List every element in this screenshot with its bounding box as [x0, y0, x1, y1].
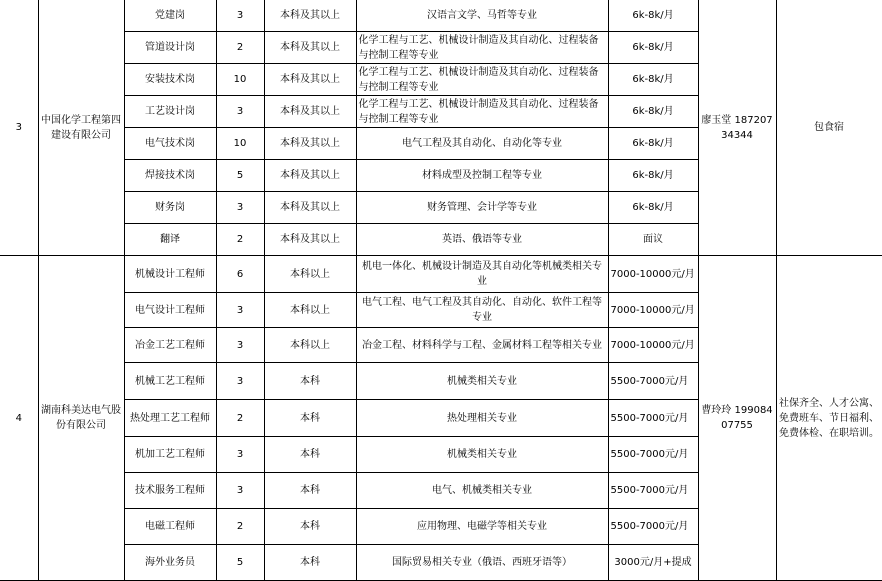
job-major: 电气工程及其自动化、自动化等专业 — [356, 128, 608, 160]
job-count: 3 — [216, 293, 264, 328]
job-education: 本科 — [264, 400, 356, 437]
job-education: 本科及其以上 — [264, 32, 356, 64]
company-index: 4 — [0, 256, 38, 581]
job-count: 3 — [216, 96, 264, 128]
job-major: 机电一体化、机械设计制造及其自动化等机械类相关专业 — [356, 256, 608, 293]
job-major: 机械类相关专业 — [356, 437, 608, 473]
job-salary: 6k-8k/月 — [608, 192, 698, 224]
job-major: 机械类相关专业 — [356, 363, 608, 400]
job-salary: 7000-10000元/月 — [608, 328, 698, 363]
job-count: 2 — [216, 400, 264, 437]
job-count: 3 — [216, 473, 264, 509]
job-education: 本科以上 — [264, 328, 356, 363]
job-major: 化学工程与工艺、机械设计制造及其自动化、过程装备与控制工程等专业 — [356, 32, 608, 64]
job-count: 2 — [216, 32, 264, 64]
table-row — [0, 256, 882, 293]
company-name: 中国化学工程第四建设有限公司 — [38, 0, 124, 256]
job-salary: 5500-7000元/月 — [608, 363, 698, 400]
job-salary: 6k-8k/月 — [608, 128, 698, 160]
job-position: 海外业务员 — [124, 545, 216, 581]
job-salary: 7000-10000元/月 — [608, 293, 698, 328]
company-contact: 曹玲玲 19908407755 — [698, 256, 776, 581]
job-count: 6 — [216, 256, 264, 293]
job-count: 3 — [216, 0, 264, 32]
job-education: 本科及其以上 — [264, 192, 356, 224]
job-salary: 6k-8k/月 — [608, 0, 698, 32]
job-count: 3 — [216, 363, 264, 400]
job-education: 本科及其以上 — [264, 160, 356, 192]
job-position: 财务岗 — [124, 192, 216, 224]
company-name: 湖南科美达电气股份有限公司 — [38, 256, 124, 581]
job-position: 焊接技术岗 — [124, 160, 216, 192]
job-position: 工艺设计岗 — [124, 96, 216, 128]
job-position: 管道设计岗 — [124, 32, 216, 64]
job-position: 电气设计工程师 — [124, 293, 216, 328]
job-count: 2 — [216, 509, 264, 545]
job-position: 电磁工程师 — [124, 509, 216, 545]
job-major: 应用物理、电磁学等相关专业 — [356, 509, 608, 545]
job-position: 翻译 — [124, 224, 216, 256]
job-salary: 5500-7000元/月 — [608, 437, 698, 473]
job-position: 技术服务工程师 — [124, 473, 216, 509]
job-education: 本科以上 — [264, 256, 356, 293]
job-education: 本科及其以上 — [264, 64, 356, 96]
job-salary: 6k-8k/月 — [608, 64, 698, 96]
job-education: 本科以上 — [264, 293, 356, 328]
job-position: 党建岗 — [124, 0, 216, 32]
job-salary: 6k-8k/月 — [608, 96, 698, 128]
job-major: 电气、机械类相关专业 — [356, 473, 608, 509]
table-row — [0, 0, 882, 32]
job-position: 机械工艺工程师 — [124, 363, 216, 400]
job-education: 本科及其以上 — [264, 128, 356, 160]
job-salary: 5500-7000元/月 — [608, 400, 698, 437]
job-position: 机械设计工程师 — [124, 256, 216, 293]
job-education: 本科及其以上 — [264, 96, 356, 128]
job-position: 电气技术岗 — [124, 128, 216, 160]
company-contact: 廖玉堂 18720734344 — [698, 0, 776, 256]
job-count: 3 — [216, 328, 264, 363]
job-salary: 面议 — [608, 224, 698, 256]
company-index: 3 — [0, 0, 38, 256]
job-education: 本科 — [264, 509, 356, 545]
job-salary: 5500-7000元/月 — [608, 473, 698, 509]
job-education: 本科及其以上 — [264, 224, 356, 256]
job-count: 2 — [216, 224, 264, 256]
job-salary: 5500-7000元/月 — [608, 509, 698, 545]
job-education: 本科 — [264, 437, 356, 473]
job-major: 化学工程与工艺、机械设计制造及其自动化、过程装备与控制工程等专业 — [356, 64, 608, 96]
company-benefits: 社保齐全、人才公寓、免费班车、节日福利、免费体检、在职培训。 — [776, 256, 882, 581]
job-major: 材料成型及控制工程等专业 — [356, 160, 608, 192]
job-major: 热处理相关专业 — [356, 400, 608, 437]
job-major: 电气工程、电气工程及其自动化、自动化、软件工程等专业 — [356, 293, 608, 328]
job-salary: 7000-10000元/月 — [608, 256, 698, 293]
job-count: 5 — [216, 545, 264, 581]
job-count: 10 — [216, 64, 264, 96]
job-major: 化学工程与工艺、机械设计制造及其自动化、过程装备与控制工程等专业 — [356, 96, 608, 128]
job-count: 5 — [216, 160, 264, 192]
job-count: 3 — [216, 437, 264, 473]
job-position: 机加工艺工程师 — [124, 437, 216, 473]
job-major: 国际贸易相关专业（俄语、西班牙语等） — [356, 545, 608, 581]
job-education: 本科 — [264, 545, 356, 581]
job-major: 英语、俄语等专业 — [356, 224, 608, 256]
job-position: 安装技术岗 — [124, 64, 216, 96]
job-position: 冶金工艺工程师 — [124, 328, 216, 363]
job-position: 热处理工艺工程师 — [124, 400, 216, 437]
job-education: 本科 — [264, 363, 356, 400]
job-major: 财务管理、会计学等专业 — [356, 192, 608, 224]
job-salary: 3000元/月+提成 — [608, 545, 698, 581]
job-education: 本科及其以上 — [264, 0, 356, 32]
job-count: 10 — [216, 128, 264, 160]
company-benefits: 包食宿 — [776, 0, 882, 256]
job-salary: 6k-8k/月 — [608, 32, 698, 64]
job-education: 本科 — [264, 473, 356, 509]
job-major: 冶金工程、材料科学与工程、金属材料工程等相关专业 — [356, 328, 608, 363]
job-major: 汉语言文学、马哲等专业 — [356, 0, 608, 32]
job-count: 3 — [216, 192, 264, 224]
job-salary: 6k-8k/月 — [608, 160, 698, 192]
